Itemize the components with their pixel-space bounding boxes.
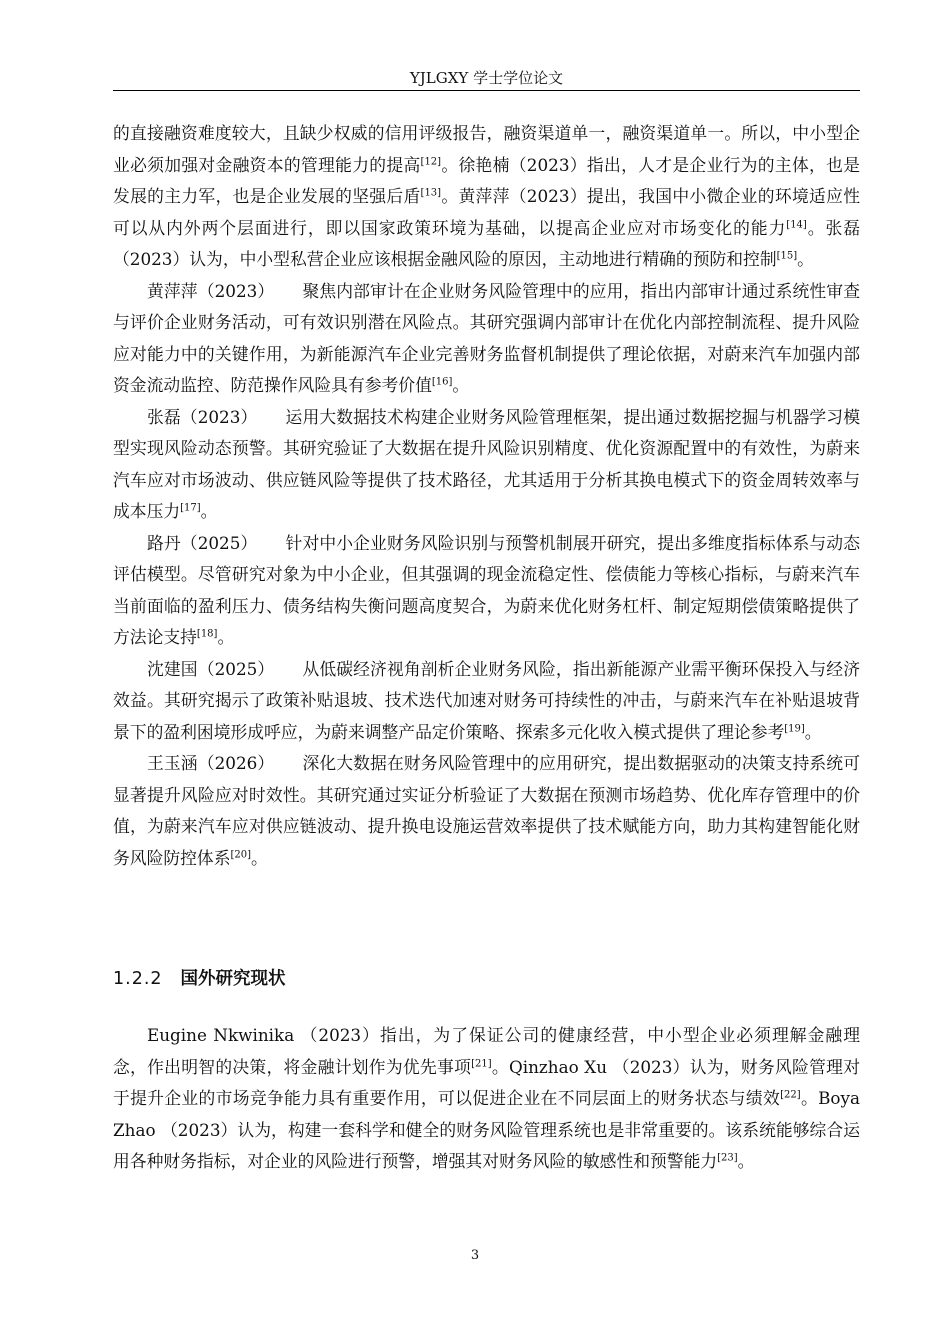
paragraph-text: 。Qinzhao Xu （2023）认为，财务风险管理对于提升企业的市场竞争能力具有重要作用，可以促进企业在不同层面上的财务状态与绩效 [113,1056,860,1108]
section-title: 国外研究现状 [180,969,286,989]
author-ref: 沈建国（2025） [147,658,275,679]
paragraph [113,748,860,874]
paragraph-text: 。张磊（2023）认为，中小型私营企业应该根据金融风险的原因，主动地进行精确的预防和控制 [113,217,860,269]
paragraph [113,1020,860,1178]
citation: [13] [420,187,442,199]
author-ref: 路丹（2025） [147,532,258,553]
citation: [16] [431,376,453,388]
citation: [12] [420,155,442,167]
author-ref: 张磊（2023） [147,406,258,427]
body-section-domestic [113,118,860,874]
section-number: 1.2.2 [113,969,163,989]
page-number: 3 [470,1248,480,1263]
paragraph [113,402,860,528]
paragraph-text: 的直接融资难度较大，且缺少权威的信用评级报告，融资渠道单一，融资渠道单一。所以，中小型企业必须加强对金融资本的管理能力的提高 [113,123,860,175]
author-ref: 王玉涵（2026） [147,753,275,773]
paragraph-text: 。 [251,847,268,868]
header-title: YJLGXY 学士学位论文 [409,69,564,87]
citation: [21] [471,1057,492,1069]
paragraph-text: 深化大数据在财务风险管理中的应用研究，提出数据驱动的决策支持系统可显著提升风险应对时效性。其研究通过实证分析验证了大数据在预测市场趋势、优化库存管理中的价值，为蔚来汽车应对供应链波动、提升换电设施运营效率提供了技术赋能方向，助力其构建智能化财务风险防控体系 [113,753,860,868]
author-ref: 黄萍萍（2023） [147,280,275,301]
section-heading [113,965,286,993]
citation: [15] [776,250,798,262]
paragraph-text: 。 [452,375,470,395]
citation: [14] [786,218,807,230]
citation: [23] [717,1152,738,1164]
paragraph [113,528,860,654]
paragraph [113,276,860,402]
paragraph-text: 。 [737,1151,755,1171]
paragraph-text: Eugine Nkwinika （2023）指出，为了保证公司的健康经营，中小型企业必须理解金融理念，作出明智的决策，将金融计划作为优先事项 [113,1025,860,1077]
paragraph [113,654,860,749]
paragraph-text: 。Boya Zhao （2023）认为，构建一套科学和健全的财务风险管理系统也是非常重要的。该系统能够综合运用各种财务指标，对企业的风险进行预警，增强其对财务风险的敏感性和预警能力 [113,1088,860,1171]
paragraph [113,118,860,276]
paragraph-text: 运用大数据技术构建企业财务风险管理框架，提出通过数据挖掘与机器学习模型实现风险动态预警。其研究验证了大数据在提升风险识别精度、优化资源配置中的有效性，为蔚来汽车应对市场波动、供应链风险等提供了技术路径，尤其适用于分析其换电模式下的资金周转效率与成本压力 [113,406,860,521]
paragraph-text: 。 [217,627,235,647]
paragraph-text: 针对中小企业财务风险识别与预警机制展开研究，提出多维度指标体系与动态评估模型。尽管研究对象为中小企业，但其强调的现金流稳定性、偿债能力等核心指标，与蔚来汽车当前面临的盈利压力、债务结构失衡问题高度契合，为蔚来优化财务杠杆、制定短期偿债策略提供了方法论支持 [113,532,860,647]
paragraph-text: 。黄萍萍（2023）提出，我国中小微企业的环境适应性可以从内外两个层面进行，即以国家政策环境为基础，以提高企业应对市场变化的能力 [113,186,860,238]
paragraph-text: 。 [797,249,814,269]
body-section-foreign [113,1020,860,1178]
running-header [113,66,860,91]
citation: [19] [784,722,805,734]
paragraph-text: 从低碳经济视角剖析企业财务风险，指出新能源产业需平衡环保投入与经济效益。其研究揭示了政策补贴退坡、技术迭代加速对财务可持续性的冲击，与蔚来汽车在补贴退坡背景下的盈利困境形成呼应，为蔚来调整产品定价策略、探索多元化收入模式提供了理论参考 [113,658,860,742]
citation: [20] [230,848,252,860]
paragraph-text: 。 [804,721,822,742]
paragraph-text: 聚焦内部审计在企业财务风险管理中的应用，指出内部审计通过系统性审查与评价企业财务活动，可有效识别潜在风险点。其研究强调内部审计在优化内部控制流程、提升风险应对能力中的关键作用，为新能源汽车企业完善财务监督机制提供了理论依据，对蔚来汽车加强内部资金流动监控、防范操作风险具有参考价值 [113,280,860,395]
citation: [22] [780,1089,801,1101]
citation: [18] [196,628,218,640]
paragraph-text: 。 [200,501,218,521]
citation: [17] [180,502,201,514]
paragraph-text: 。徐艳楠（2023）指出，人才是企业行为的主体，也是发展的主力军，也是企业发展的坚强后盾 [113,154,860,206]
